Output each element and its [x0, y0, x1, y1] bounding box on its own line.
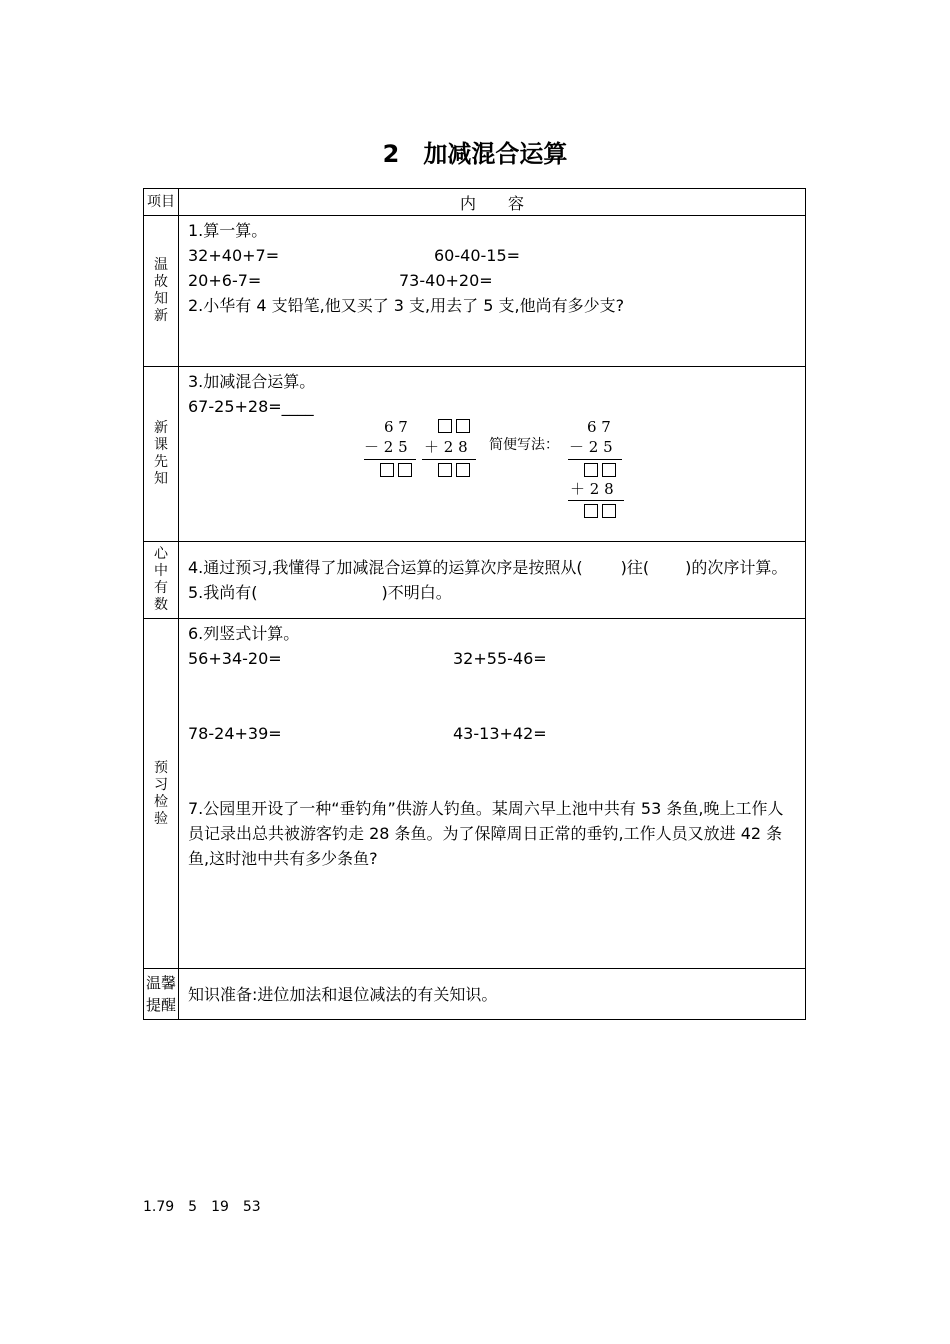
s-subtrahend: － 2 5 — [569, 438, 613, 456]
header-content: 内 容 — [179, 189, 806, 216]
review-content — [179, 216, 806, 367]
q2-text: 2.小华有 4 支铅笔,他又买了 3 支,用去了 5 支,他尚有多少支? — [188, 296, 625, 315]
check-expr-1: 56+34-20= — [188, 649, 282, 668]
tips-label: 温馨提醒 — [144, 969, 179, 1020]
v-result-box — [380, 463, 394, 477]
s-line-1 — [568, 459, 622, 460]
v-input-box — [438, 419, 452, 433]
q6-title: 6.列竖式计算。 — [188, 624, 300, 643]
preview-row — [144, 367, 806, 542]
header-item: 项目 — [144, 189, 179, 216]
review-expr-4: 73-40+20= — [399, 271, 493, 290]
q7-text: 7.公园里开设了一种“垂钓角”供游人钓鱼。某周六早上池中共有 53 条鱼,晚上工作人员记录出总共被游客钓走 28 条鱼。为了保障周日正常的垂钓,工作人员又放进 42 条鱼,这时池中共有多少条鱼? — [188, 799, 784, 868]
preview-label: 新课先知 — [144, 367, 179, 542]
q3-title: 3.加减混合运算。 — [188, 372, 316, 391]
v-result-box — [438, 463, 452, 477]
mind-label: 心中有数 — [144, 542, 179, 619]
easy-method-label: 简便写法： — [489, 437, 559, 453]
preview-content — [179, 367, 806, 542]
check-expr-3: 78-24+39= — [188, 724, 282, 743]
s-result-box — [602, 463, 616, 477]
s-top-number: 6 7 — [587, 418, 611, 436]
v-top-number: 6 7 — [384, 418, 408, 436]
s-result-box — [602, 504, 616, 518]
worksheet-table — [143, 188, 806, 1020]
s-result-box — [584, 463, 598, 477]
tips-text: 知识准备:进位加法和退位减法的有关知识。 — [188, 984, 498, 1004]
v-result-box — [456, 463, 470, 477]
review-row — [144, 216, 806, 367]
q5-text: 5.我尚有( )不明白。 — [188, 583, 452, 602]
check-expr-4: 43-13+42= — [453, 724, 547, 743]
s-line-2 — [568, 500, 624, 501]
q3-expression: 67-25+28= — [188, 397, 282, 416]
v-result-box — [398, 463, 412, 477]
check-label: 预习检验 — [144, 619, 179, 969]
answer-footer: 1.79 5 19 53 — [143, 1199, 261, 1215]
check-expr-2: 32+55-46= — [453, 649, 547, 668]
q1-title: 1.算一算。 — [188, 221, 268, 240]
q3-blank: ____ — [281, 397, 314, 416]
tips-row — [144, 969, 806, 1020]
v-subtrahend: － 2 5 — [364, 438, 408, 456]
v-addend: ＋ 2 8 — [424, 438, 468, 456]
v-input-box — [456, 419, 470, 433]
q4-text: 4.通过预习,我懂得了加减混合运算的运算次序是按照从( )往( )的次序计算。 — [188, 558, 788, 577]
header-row — [144, 189, 806, 216]
review-label: 温故知新 — [144, 216, 179, 367]
s-result-box — [584, 504, 598, 518]
tips-content — [179, 969, 806, 1020]
review-expr-3: 20+6-7= — [188, 271, 262, 290]
mind-content — [179, 542, 806, 619]
review-expr-2: 60-40-15= — [434, 246, 521, 265]
check-content — [179, 619, 806, 969]
v-line-1 — [364, 459, 416, 460]
review-expr-1: 32+40+7= — [188, 246, 280, 265]
v-line-2 — [422, 459, 476, 460]
s-addend: ＋ 2 8 — [570, 480, 614, 498]
page-title: 2 加减混合运算 — [382, 140, 568, 168]
mind-row — [144, 542, 806, 619]
vertical-calculation — [188, 419, 797, 531]
check-row — [144, 619, 806, 969]
